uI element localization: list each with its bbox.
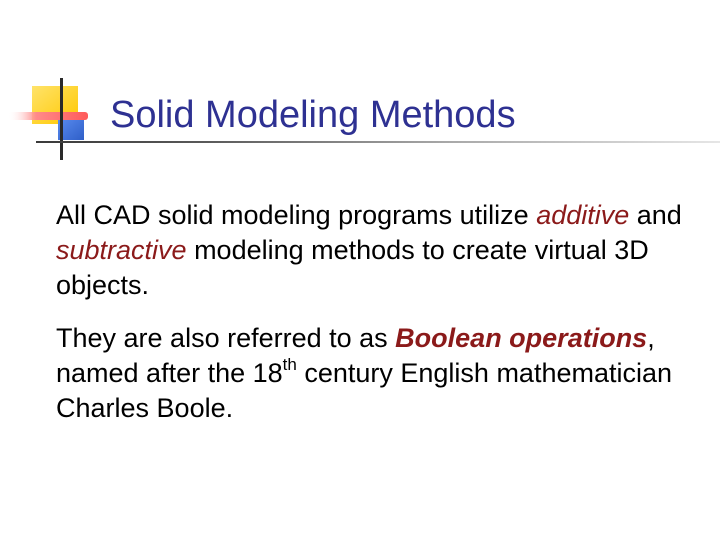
paragraph1-text-a: All CAD solid modeling programs utilize (56, 200, 537, 230)
logo-vertical-line (60, 78, 63, 160)
ordinal-suffix: th (282, 355, 297, 374)
paragraph1-text-b: and (629, 200, 682, 230)
term-subtractive: subtractive (56, 235, 187, 265)
logo-red-bar (8, 112, 88, 120)
slide-body (56, 198, 706, 426)
paragraph2-text-a: They are also referred to as (56, 323, 396, 353)
paragraph1-text-c: modeling methods to create virtual 3D objects. (56, 235, 649, 300)
slide-title: Solid Modeling Methods (110, 94, 516, 136)
paragraph2-text-b: , named after the 18 (56, 323, 655, 388)
paragraph-additive-subtractive (56, 198, 706, 303)
paragraph-boolean (56, 321, 706, 426)
term-additive: additive (536, 200, 630, 230)
term-boolean-operations: Boolean operations (395, 323, 648, 353)
title-underline (36, 141, 720, 143)
decorative-logo-icon (0, 0, 110, 170)
paragraph2-text-c: century English mathematician Charles Boole. (56, 358, 673, 423)
